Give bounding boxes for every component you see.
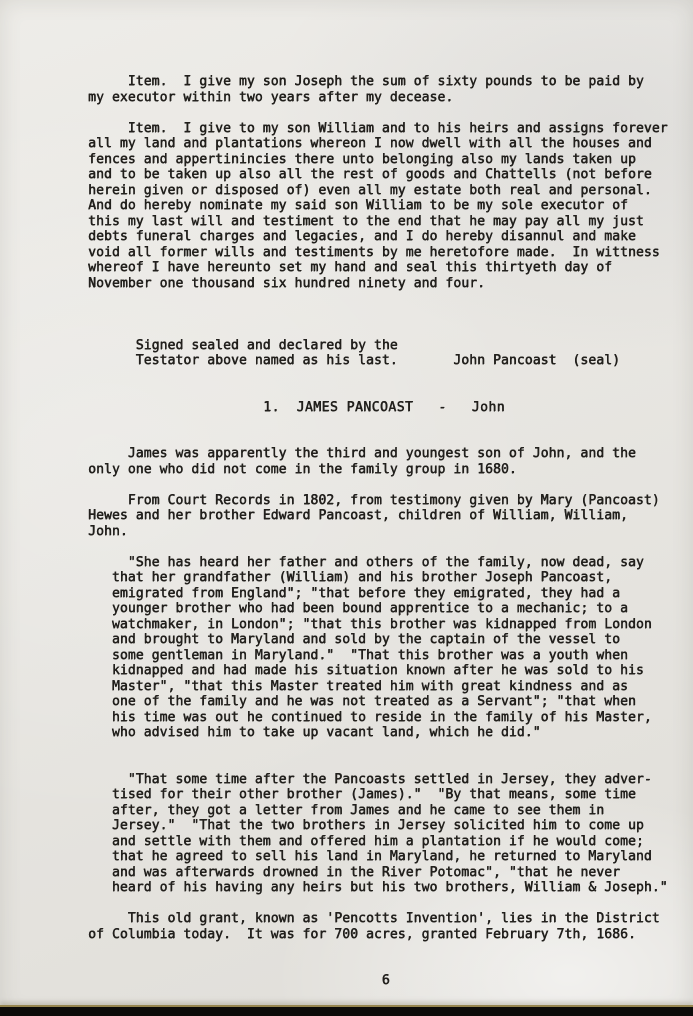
typed-line: whereof I have hereunto set my hand and seal this thirtyeth day of — [88, 260, 613, 275]
quote-testimony-1 — [88, 555, 693, 741]
typed-line: 1. JAMES PANCOAST - John — [88, 399, 505, 415]
typed-line: and brought to Maryland and sold by the captain of the vessel to — [88, 632, 620, 647]
para-grant — [88, 911, 693, 942]
typed-line: my executor within two years after my decease. — [88, 89, 454, 105]
typed-line: kidnapped and had made his situation known after he was sold to his — [88, 663, 644, 678]
typed-line: emigrated from England"; "that before they emigrated, they had a — [88, 585, 620, 601]
typed-line: November one thousand six hundred ninety and four. — [88, 275, 485, 291]
typed-line: Jersey." "That the two brothers in Jersey solicited him to come up — [88, 818, 644, 833]
typed-line: And do hereby nominate my said son William to be my sole executor of — [88, 198, 628, 213]
para-james-intro — [88, 446, 693, 477]
typed-line: only one who did not come in the family group in 1680. — [88, 461, 517, 477]
typed-line: that he agreed to sell his land in Maryland, he returned to Maryland — [88, 849, 652, 864]
typed-line: and was afterwards drowned in the River Potomac", "that he never — [88, 864, 620, 880]
typed-line: younger brother who had been bound apprentice to a mechanic; to a — [88, 601, 628, 616]
typed-line: one of the family and he was not treated as a Servant"; "that when — [88, 694, 636, 709]
typed-line: John. — [88, 523, 128, 539]
typed-line: all my land and plantations whereon I now dwell with all the houses and — [88, 136, 652, 151]
typed-line: watchmaker, in London"; "that this brother was kidnapped from London — [88, 616, 652, 632]
typed-line: Hewes and her brother Edward Pancoast, children of William, William, — [88, 508, 628, 523]
typed-line: his time was out he continued to reside in the family of his Master, — [88, 709, 652, 725]
typed-line: some gentleman in Maryland." "That this brother was a youth when — [88, 647, 628, 663]
para-court-records — [88, 493, 693, 540]
typed-line: James was apparently the third and youngest son of John, and the — [88, 446, 636, 461]
typed-line: Item. I give my son Joseph the sum of sixty pounds to be paid by — [88, 74, 644, 89]
typed-line: From Court Records in 1802, from testimony given by Mary (Pancoast) — [88, 492, 660, 508]
attestation — [88, 338, 693, 369]
section-heading — [88, 400, 693, 416]
typed-line: and to be taken up also all the rest of goods and Chattells (not before — [88, 167, 652, 182]
typed-line: that her grandfather (William) and his brother Joseph Pancoast, — [88, 570, 613, 585]
page-number — [88, 973, 693, 989]
typed-line: herein given or disposed of) even all my estate both real and personal. — [88, 182, 652, 198]
typed-line: heard of his having any heirs but his two brothers, William & Joseph." — [88, 880, 668, 895]
typed-line: fences and appertinincies there unto belonging also my lands taken up — [88, 151, 636, 167]
typed-line: of Columbia today. It was for 700 acres, granted February 7th, 1686. — [88, 926, 636, 942]
typed-line: tised for their other brother (James)." "By that means, some time — [88, 787, 636, 802]
typed-text — [88, 74, 693, 989]
will-clause-joseph — [88, 74, 693, 105]
typed-line: Testator above named as his last. John Pancoast (seal) — [88, 353, 620, 368]
typed-line: who advised him to take up vacant land, which he did." — [88, 725, 541, 740]
typed-line: this my last will and testiment to the end that he may pay all my just — [88, 213, 644, 229]
typed-line: void all former wills and testiments by me heretofore made. In wittness — [88, 244, 660, 260]
typed-line: Item. I give to my son William and to his heirs and assigns forever — [88, 120, 668, 136]
typed-line: and settle with them and offered him a plantation if he would come; — [88, 833, 644, 849]
typed-line: This old grant, known as 'Pencotts Invention', lies in the District — [88, 911, 660, 926]
will-clause-william — [88, 121, 693, 292]
quote-testimony-2 — [88, 772, 693, 896]
typed-line: "That some time after the Pancoasts settled in Jersey, they adver- — [88, 771, 652, 787]
typed-line: Signed sealed and declared by the — [88, 337, 398, 353]
scan-edge-bar — [0, 1005, 693, 1016]
typed-line: debts funeral charges and legacies, and I do hereby disannul and make — [88, 229, 636, 244]
typed-line: "She has heard her father and others of the family, now dead, say — [88, 554, 644, 570]
typed-line: after, they got a letter from James and he came to see them in — [88, 802, 605, 818]
typed-line: 6 — [88, 973, 390, 988]
typed-line: Master", "that this Master treated him with great kindness and as — [88, 678, 628, 694]
